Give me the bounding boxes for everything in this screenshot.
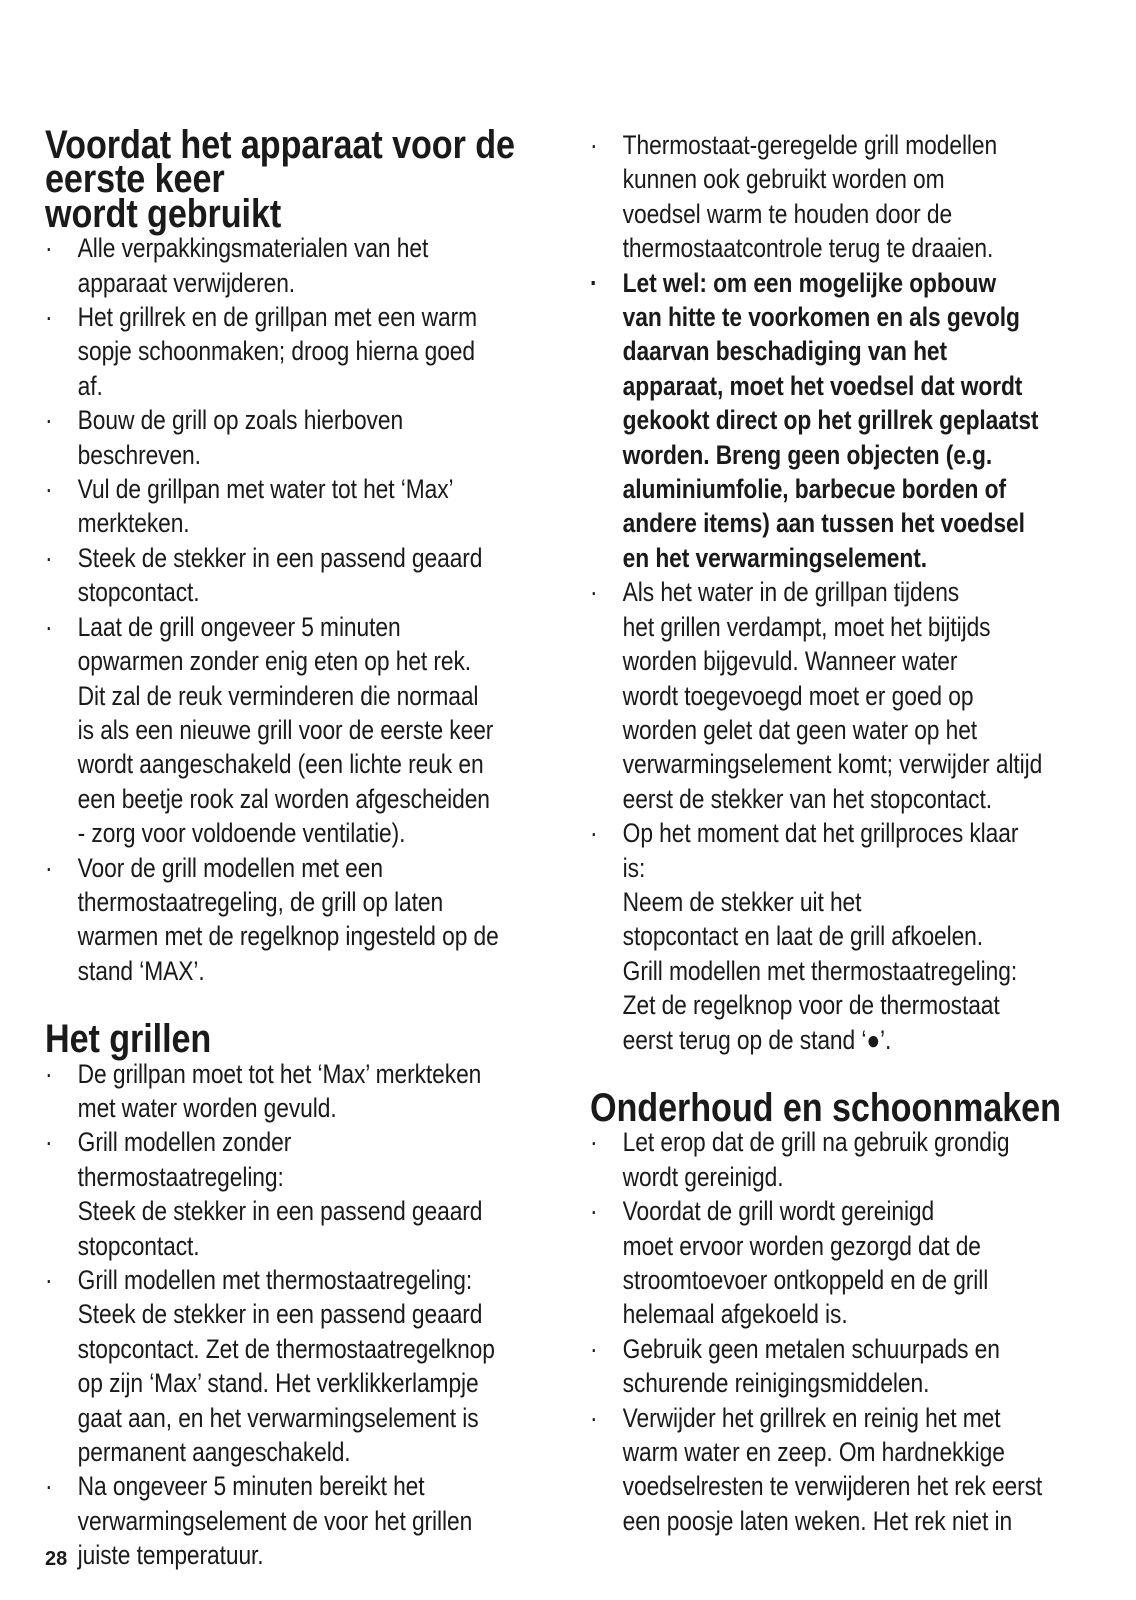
list-item-line: Steek de stekker in een passend geaard <box>77 1299 483 1330</box>
list-item-line: Dit zal de reuk verminderen die normaal <box>77 680 479 711</box>
list-item <box>45 403 544 472</box>
bullet-marker: · <box>590 818 598 849</box>
list-item-line: wordt aangeschakeld (een lichte reuk en <box>77 749 484 780</box>
list-item-line: apparaat verwijderen. <box>77 267 296 298</box>
list-item-line: en het verwarmingselement. <box>622 542 927 573</box>
section-grilling <box>45 1017 544 1573</box>
bullet-marker: · <box>590 267 598 298</box>
list-item <box>45 231 544 300</box>
list-item-line: stroomtoevoer ontkoppeld en de grill <box>622 1265 989 1295</box>
list-item <box>590 266 1119 576</box>
list-item-line: Neem de stekker uit het <box>622 886 862 917</box>
list-item <box>590 816 1119 1057</box>
list-item-line: thermostaatregeling: <box>77 1161 284 1192</box>
list-item-line: Steek de stekker in een passend geaard <box>77 1196 483 1227</box>
section-heading-maintenance <box>590 1085 1119 1130</box>
list-item-line: Let wel: om een mogelijke opbouw <box>622 267 997 298</box>
bullet-marker: · <box>45 1127 53 1158</box>
list-item-line: eerst terug op de stand ‘●’. <box>622 1024 892 1055</box>
bullet-marker: · <box>590 1127 598 1158</box>
list-item-line: Voordat de grill wordt gereinigd <box>622 1196 935 1227</box>
list-item-line: wordt gereinigd. <box>622 1161 784 1192</box>
list-item-line: Grill modellen met thermostaatregeling: <box>622 955 1018 986</box>
list-item-line: worden bijgevuld. Wanneer water <box>622 646 958 677</box>
list-item <box>590 1401 1119 1539</box>
list-item <box>45 851 544 989</box>
list-item <box>45 1469 544 1572</box>
bullet-list-maintenance <box>590 1125 1119 1538</box>
list-item-line: op zijn ‘Max’ stand. Het verklikkerlampje <box>77 1368 479 1399</box>
list-item <box>45 610 544 851</box>
list-item-line: het grillen verdampt, moet het bijtijds <box>622 611 991 642</box>
list-item-line: daarvan beschadiging van het <box>622 336 948 367</box>
section-first-use <box>45 123 544 988</box>
bullet-list-grilling <box>45 1057 544 1573</box>
list-item-line: juiste temperatuur. <box>77 1540 264 1571</box>
list-item-line: worden. Breng geen objecten (e.g. <box>622 439 993 470</box>
bullet-marker: · <box>45 1265 53 1295</box>
bullet-marker: · <box>590 1196 598 1227</box>
list-item <box>45 472 544 541</box>
list-item-line: thermostaatcontrole terug te draaien. <box>622 233 994 264</box>
list-item-line: van hitte te voorkomen en als gevolg <box>622 302 1020 333</box>
list-item-line: met water worden gevuld. <box>77 1092 337 1123</box>
bullet-list-grilling-continued <box>590 128 1119 1057</box>
list-item-line: Laat de grill ongeveer 5 minuten <box>77 611 401 642</box>
list-item-line: merkteken. <box>77 508 190 539</box>
list-item-line: Als het water in de grillpan tijdens <box>622 577 960 608</box>
heading-line: Het grillen <box>45 1017 212 1062</box>
list-item <box>45 1263 544 1469</box>
bullet-marker: · <box>45 852 53 883</box>
list-item-line: moet ervoor worden gezorgd dat de <box>622 1230 981 1261</box>
heading-line: Onderhoud en schoonmaken <box>590 1085 1061 1130</box>
left-column <box>45 123 544 1573</box>
list-item-line: een beetje rook zal worden afgescheiden <box>77 783 490 814</box>
list-item-line: stopcontact. <box>77 1230 200 1261</box>
list-item-line: sopje schoonmaken; droog hierna goed <box>77 336 475 367</box>
list-item-line: gaat aan, en het verwarmingselement is <box>77 1402 479 1433</box>
list-item-line: Steek de stekker in een passend geaard <box>77 542 483 573</box>
bullet-marker: · <box>45 233 53 264</box>
bullet-marker: · <box>45 1058 53 1089</box>
list-item-line: is als een nieuwe grill voor de eerste keer <box>77 714 494 745</box>
list-item-line: kunnen ook gebruikt worden om <box>622 164 945 195</box>
list-item-line: schurende reinigingsmiddelen. <box>622 1368 930 1399</box>
list-item-line: een poosje laten weken. Het rek niet in <box>622 1505 1013 1536</box>
bullet-marker: · <box>590 1333 598 1364</box>
list-item-line: Grill modellen met thermostaatregeling: <box>77 1265 473 1295</box>
list-item-line: Voor de grill modellen met een <box>77 852 383 883</box>
list-item <box>590 1194 1119 1332</box>
list-item-line: opwarmen zonder enig eten op het rek. <box>77 646 472 677</box>
list-item-line: verwarmingselement komt; verwijder altijd <box>622 749 1043 780</box>
list-item <box>45 300 544 403</box>
bullet-marker: · <box>590 577 598 608</box>
bullet-list-first-use <box>45 231 544 988</box>
list-item-line: Alle verpakkingsmaterialen van het <box>77 233 429 264</box>
list-item <box>590 128 1119 266</box>
list-item-line: andere items) aan tussen het voedsel <box>622 508 1025 539</box>
list-item-line: aluminiumfolie, barbecue borden of <box>622 474 1006 505</box>
list-item-line: is: <box>622 852 646 883</box>
list-item <box>45 541 544 610</box>
list-item-line: Na ongeveer 5 minuten bereikt het <box>77 1471 425 1502</box>
list-item-line: af. <box>77 370 103 401</box>
list-item-line: wordt toegevoegd moet er goed op <box>622 680 974 711</box>
list-item-line: helemaal afgekoeld is. <box>622 1299 848 1330</box>
list-item-line: warm water en zeep. Om hardnekkige <box>622 1437 1005 1468</box>
list-item <box>590 575 1119 816</box>
bullet-marker: · <box>45 611 53 642</box>
list-item-line: gekookt direct op het grillrek geplaatst <box>622 405 1039 436</box>
list-item-line: stand ‘MAX’. <box>77 955 205 986</box>
heading-line: Voordat het apparaat voor de eerste keer <box>45 123 515 202</box>
list-item-line: voedselresten te verwijderen het rek eerst <box>622 1471 1043 1502</box>
list-item-line: warmen met de regelknop ingesteld op de <box>77 921 499 952</box>
list-item-line: permanent aangeschakeld. <box>77 1437 351 1468</box>
list-item-line: thermostaatregeling, de grill op laten <box>77 886 444 917</box>
list-item-line: stopcontact en laat de grill afkoelen. <box>622 921 984 952</box>
list-item-line: Vul de grillpan met water tot het ‘Max’ <box>77 474 454 505</box>
list-item-line: Bouw de grill op zoals hierboven <box>77 405 404 436</box>
section-heading-first-use <box>45 123 544 236</box>
list-item-line: - zorg voor voldoende ventilatie). <box>77 818 406 849</box>
heading-line: wordt gebruikt <box>45 191 282 236</box>
list-item <box>590 1332 1119 1401</box>
list-item-line: eerst de stekker van het stopcontact. <box>622 783 992 814</box>
bullet-marker: · <box>590 1402 598 1433</box>
bullet-marker: · <box>45 302 53 333</box>
list-item-line: De grillpan moet tot het ‘Max’ merkteken <box>77 1058 482 1089</box>
list-item-line: Het grillrek en de grillpan met een warm <box>77 302 478 333</box>
bullet-marker: · <box>45 474 53 505</box>
list-item-line: worden gelet dat geen water op het <box>622 714 978 745</box>
list-item-line: apparaat, moet het voedsel dat wordt <box>622 370 1023 401</box>
right-column <box>590 128 1119 1538</box>
list-item <box>590 1125 1119 1194</box>
bullet-marker: · <box>45 405 53 436</box>
bullet-marker: · <box>45 1471 53 1502</box>
list-item-line: Gebruik geen metalen schuurpads en <box>622 1333 1000 1364</box>
section-grilling-continued <box>590 128 1119 1057</box>
page-number: 28 <box>45 1548 68 1570</box>
list-item-line: Op het moment dat het grillproces klaar <box>622 818 1019 849</box>
section-maintenance <box>590 1085 1119 1538</box>
list-item-line: stopcontact. <box>77 577 200 608</box>
list-item-line: beschreven. <box>77 439 201 470</box>
bullet-marker: · <box>45 542 53 573</box>
list-item-line: Grill modellen zonder <box>77 1127 292 1158</box>
list-item <box>45 1057 544 1126</box>
list-item <box>45 1125 544 1263</box>
bullet-marker: · <box>590 130 598 160</box>
section-heading-grilling <box>45 1017 544 1062</box>
list-item-line: Let erop dat de grill na gebruik grondig <box>622 1127 1010 1158</box>
list-item-line: Verwijder het grillrek en reinig het met <box>622 1402 1001 1433</box>
list-item-line: verwarmingselement de voor het grillen <box>77 1505 473 1536</box>
list-item-line: voedsel warm te houden door de <box>622 198 953 229</box>
list-item-line: stopcontact. Zet de thermostaatregelknop <box>77 1333 495 1364</box>
list-item-line: Zet de regelknop voor de thermostaat <box>622 990 1000 1021</box>
list-item-line: Thermostaat-geregelde grill modellen <box>622 130 998 160</box>
